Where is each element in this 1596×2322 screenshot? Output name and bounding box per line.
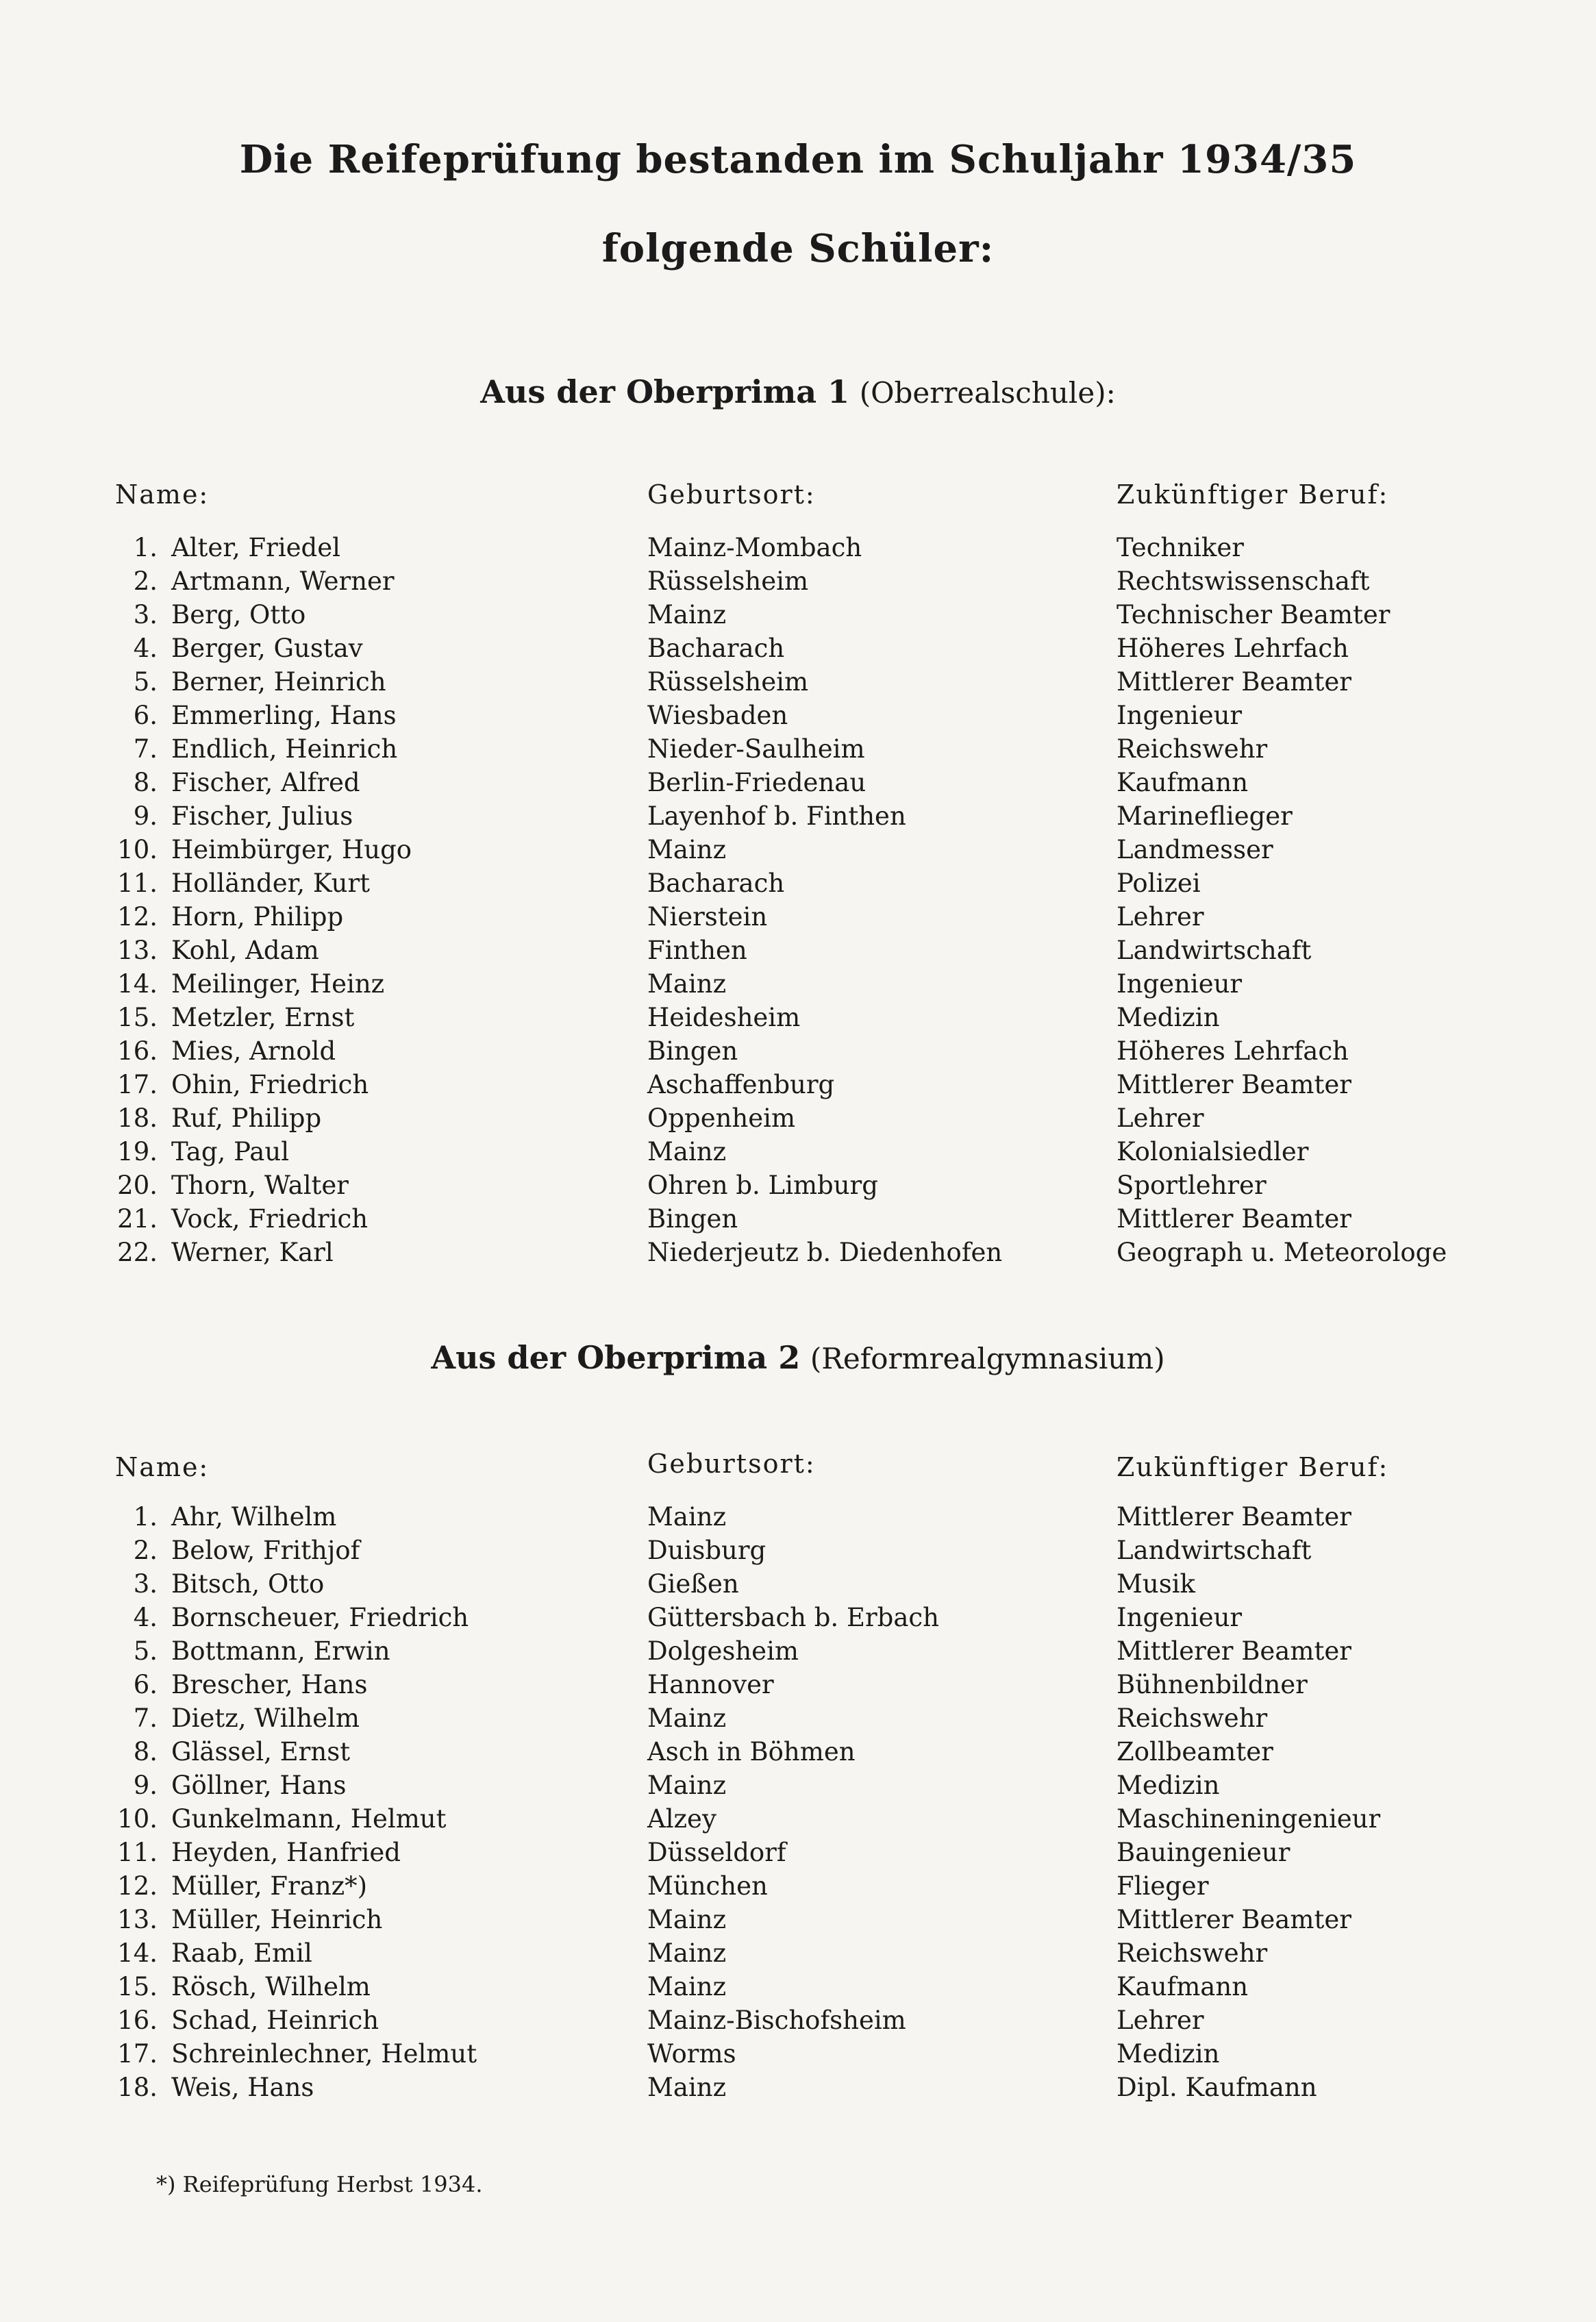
student-name: Werner, Karl (171, 1238, 334, 1267)
table-row (0, 833, 1596, 866)
future-profession: Medizin (1117, 1771, 1220, 1800)
table-row (0, 1001, 1596, 1034)
row-number: 1. (133, 1502, 158, 1532)
student-name: Artmann, Werner (171, 566, 395, 596)
future-profession: Kolonialsiedler (1117, 1137, 1309, 1166)
future-profession: Höheres Lehrfach (1117, 634, 1349, 663)
table-row (0, 1735, 1596, 1769)
row-number: 16. (117, 2006, 158, 2035)
row-number: 3. (133, 1569, 158, 1599)
birthplace: Rüsselsheim (647, 667, 809, 697)
future-profession: Medizin (1117, 2039, 1220, 2069)
future-profession: Landwirtschaft (1117, 936, 1312, 965)
table-row (0, 1567, 1596, 1601)
table-row (0, 531, 1596, 564)
birthplace: Mainz (647, 1771, 727, 1800)
row-number: 1. (133, 533, 158, 562)
row-number: 22. (117, 1238, 158, 1267)
birthplace: Rüsselsheim (647, 566, 809, 596)
future-profession: Bühnenbildner (1117, 1670, 1308, 1699)
birthplace: Bacharach (647, 634, 785, 663)
student-name: Alter, Friedel (171, 533, 340, 562)
birthplace: Nieder-Saulheim (647, 734, 865, 764)
table-row (0, 1101, 1596, 1135)
student-name: Below, Frithjof (171, 1536, 360, 1565)
student-name: Müller, Franz*) (171, 1871, 368, 1901)
birthplace: Oppenheim (647, 1103, 796, 1133)
row-number: 18. (117, 1103, 158, 1133)
row-number: 9. (133, 801, 158, 831)
future-profession: Kaufmann (1117, 768, 1249, 797)
future-profession: Zollbeamter (1117, 1737, 1273, 1767)
future-profession: Lehrer (1117, 1103, 1204, 1133)
table-row (0, 665, 1596, 699)
future-profession: Mittlerer Beamter (1117, 667, 1351, 697)
future-profession: Sportlehrer (1117, 1171, 1267, 1200)
row-number: 2. (133, 566, 158, 596)
section-heading-oberprima-1 (0, 373, 1596, 410)
future-profession: Mittlerer Beamter (1117, 1636, 1351, 1666)
row-number: 7. (133, 734, 158, 764)
student-name: Kohl, Adam (171, 936, 319, 965)
section-heading-note: (Reformrealgymnasium) (810, 1342, 1165, 1375)
row-number: 6. (133, 701, 158, 730)
future-profession: Geograph u. Meteorologe (1117, 1238, 1447, 1267)
student-name: Bottmann, Erwin (171, 1636, 390, 1666)
section-heading-label: Aus der Oberprima 1 (480, 373, 850, 410)
future-profession: Maschineningenieur (1117, 1804, 1381, 1834)
student-name: Rösch, Wilhelm (171, 1972, 371, 2001)
row-number: 15. (117, 1972, 158, 2001)
birthplace: Ohren b. Limburg (647, 1171, 878, 1200)
section-heading-note: (Oberrealschule): (859, 376, 1116, 410)
student-name: Thorn, Walter (171, 1171, 349, 1200)
future-profession: Mittlerer Beamter (1117, 1502, 1351, 1532)
future-profession: Techniker (1117, 533, 1244, 562)
table-row (0, 1034, 1596, 1068)
birthplace: Mainz (647, 1938, 727, 1968)
birthplace: Mainz (647, 835, 727, 864)
column-header-name: Name: (115, 1452, 210, 1482)
row-number: 13. (117, 936, 158, 965)
student-name: Ohin, Friedrich (171, 1070, 369, 1099)
future-profession: Rechtswissenschaft (1117, 566, 1370, 596)
row-number: 16. (117, 1036, 158, 1066)
row-number: 5. (133, 667, 158, 697)
row-number: 5. (133, 1636, 158, 1666)
future-profession: Flieger (1117, 1871, 1209, 1901)
future-profession: Technischer Beamter (1117, 600, 1391, 629)
table-row (0, 1169, 1596, 1202)
future-profession: Polizei (1117, 869, 1201, 898)
future-profession: Lehrer (1117, 902, 1204, 932)
birthplace: München (647, 1871, 768, 1901)
birthplace: Mainz (647, 2073, 727, 2102)
birthplace: Bingen (647, 1204, 738, 1234)
birthplace: Mainz (647, 1905, 727, 1934)
future-profession: Kaufmann (1117, 1972, 1249, 2001)
section-heading-label: Aus der Oberprima 2 (431, 1339, 801, 1376)
future-profession: Ingenieur (1117, 701, 1243, 730)
student-name: Ahr, Wilhelm (171, 1502, 337, 1532)
table-row (0, 1769, 1596, 1802)
student-name: Metzler, Ernst (171, 1003, 355, 1032)
column-header-name: Name: (115, 479, 210, 510)
student-name: Berg, Otto (171, 600, 306, 629)
future-profession: Marineflieger (1117, 801, 1293, 831)
student-name: Brescher, Hans (171, 1670, 368, 1699)
table-row (0, 699, 1596, 732)
row-number: 9. (133, 1771, 158, 1800)
column-header-birthplace: Geburtsort: (647, 1449, 816, 1479)
future-profession: Medizin (1117, 1003, 1220, 1032)
table-row (0, 1936, 1596, 1970)
birthplace: Bingen (647, 1036, 738, 1066)
row-number: 11. (117, 869, 158, 898)
birthplace: Mainz (647, 969, 727, 999)
birthplace: Duisburg (647, 1536, 766, 1565)
table-row (0, 1701, 1596, 1735)
student-name: Mies, Arnold (171, 1036, 336, 1066)
student-name: Holländer, Kurt (171, 869, 371, 898)
student-name: Tag, Paul (171, 1137, 290, 1166)
table-row (0, 1236, 1596, 1269)
section-heading-oberprima-2 (0, 1339, 1596, 1376)
birthplace: Asch in Böhmen (647, 1737, 856, 1767)
student-name: Fischer, Julius (171, 801, 353, 831)
birthplace: Mainz-Bischofsheim (647, 2006, 906, 2035)
row-number: 13. (117, 1905, 158, 1934)
student-name: Meilinger, Heinz (171, 969, 385, 999)
table-row (0, 1903, 1596, 1936)
birthplace: Mainz-Mombach (647, 533, 862, 562)
birthplace: Düsseldorf (647, 1838, 786, 1867)
birthplace: Hannover (647, 1670, 774, 1699)
column-header-profession: Zukünftiger Beruf: (1117, 479, 1389, 510)
student-list-oberprima-1 (0, 531, 1596, 1269)
row-number: 17. (117, 2039, 158, 2069)
student-name: Bitsch, Otto (171, 1569, 325, 1599)
table-row (0, 1500, 1596, 1534)
future-profession: Bauingenieur (1117, 1838, 1290, 1867)
table-row (0, 900, 1596, 934)
student-name: Bornscheuer, Friedrich (171, 1603, 469, 1632)
table-row (0, 1668, 1596, 1701)
birthplace: Berlin-Friedenau (647, 768, 866, 797)
column-header-profession: Zukünftiger Beruf: (1117, 1452, 1389, 1482)
future-profession: Reichswehr (1117, 1938, 1268, 1968)
future-profession: Ingenieur (1117, 1603, 1243, 1632)
birthplace: Mainz (647, 1972, 727, 2001)
student-name: Gunkelmann, Helmut (171, 1804, 447, 1834)
birthplace: Layenhof b. Finthen (647, 801, 906, 831)
student-name: Berner, Heinrich (171, 667, 386, 697)
table-row (0, 1802, 1596, 1836)
table-row (0, 967, 1596, 1001)
student-name: Horn, Philipp (171, 902, 344, 932)
table-row (0, 2003, 1596, 2037)
student-name: Ruf, Philipp (171, 1103, 322, 1133)
student-name: Göllner, Hans (171, 1771, 347, 1800)
table-row (0, 732, 1596, 766)
table-row (0, 1836, 1596, 1869)
table-row (0, 1135, 1596, 1169)
row-number: 4. (133, 634, 158, 663)
row-number: 19. (117, 1137, 158, 1166)
student-name: Weis, Hans (171, 2073, 314, 2102)
table-row (0, 934, 1596, 967)
table-row (0, 1202, 1596, 1236)
footnote: *) Reifeprüfung Herbst 1934. (156, 2171, 483, 2197)
birthplace: Finthen (647, 936, 747, 965)
row-number: 14. (117, 1938, 158, 1968)
table-row (0, 1601, 1596, 1634)
birthplace: Worms (647, 2039, 736, 2069)
student-list-oberprima-2 (0, 1500, 1596, 2104)
row-number: 4. (133, 1603, 158, 1632)
row-number: 10. (117, 835, 158, 864)
row-number: 20. (117, 1171, 158, 1200)
table-row (0, 1634, 1596, 1668)
student-name: Heyden, Hanfried (171, 1838, 401, 1867)
row-number: 12. (117, 1871, 158, 1901)
table-row (0, 766, 1596, 799)
table-row (0, 1970, 1596, 2003)
table-row (0, 866, 1596, 900)
page-title: Die Reifeprüfung bestanden im Schuljahr 1934/35 (239, 137, 1357, 182)
birthplace: Niederjeutz b. Diedenhofen (647, 1238, 1003, 1267)
future-profession: Mittlerer Beamter (1117, 1905, 1351, 1934)
future-profession: Reichswehr (1117, 734, 1268, 764)
future-profession: Mittlerer Beamter (1117, 1204, 1351, 1234)
student-name: Berger, Gustav (171, 634, 363, 663)
table-row (0, 564, 1596, 598)
future-profession: Landmesser (1117, 835, 1273, 864)
birthplace: Dolgesheim (647, 1636, 799, 1666)
birthplace: Mainz (647, 1137, 727, 1166)
page-subtitle: folgende Schüler: (601, 226, 995, 271)
row-number: 15. (117, 1003, 158, 1032)
student-name: Fischer, Alfred (171, 768, 360, 797)
birthplace: Aschaffenburg (647, 1070, 835, 1099)
future-profession: Ingenieur (1117, 969, 1243, 999)
birthplace: Güttersbach b. Erbach (647, 1603, 939, 1632)
row-number: 11. (117, 1838, 158, 1867)
row-number: 8. (133, 768, 158, 797)
student-name: Schreinlechner, Helmut (171, 2039, 477, 2069)
table-row (0, 2071, 1596, 2104)
birthplace: Heidesheim (647, 1003, 801, 1032)
row-number: 10. (117, 1804, 158, 1834)
row-number: 2. (133, 1536, 158, 1565)
student-name: Schad, Heinrich (171, 2006, 379, 2035)
birthplace: Bacharach (647, 869, 785, 898)
row-number: 21. (117, 1204, 158, 1234)
future-profession: Landwirtschaft (1117, 1536, 1312, 1565)
birthplace: Alzey (647, 1804, 716, 1834)
student-name: Emmerling, Hans (171, 701, 397, 730)
table-row (0, 1534, 1596, 1567)
table-row (0, 1068, 1596, 1101)
row-number: 3. (133, 600, 158, 629)
future-profession: Reichswehr (1117, 1703, 1268, 1733)
student-name: Heimbürger, Hugo (171, 835, 412, 864)
student-name: Müller, Heinrich (171, 1905, 383, 1934)
row-number: 14. (117, 969, 158, 999)
student-name: Vock, Friedrich (171, 1204, 369, 1234)
future-profession: Lehrer (1117, 2006, 1204, 2035)
row-number: 6. (133, 1670, 158, 1699)
birthplace: Wiesbaden (647, 701, 788, 730)
birthplace: Nierstein (647, 902, 768, 932)
future-profession: Dipl. Kaufmann (1117, 2073, 1317, 2102)
table-row (0, 1869, 1596, 1903)
student-name: Glässel, Ernst (171, 1737, 351, 1767)
table-row (0, 2037, 1596, 2071)
future-profession: Mittlerer Beamter (1117, 1070, 1351, 1099)
birthplace: Mainz (647, 1502, 727, 1532)
row-number: 8. (133, 1737, 158, 1767)
future-profession: Höheres Lehrfach (1117, 1036, 1349, 1066)
row-number: 12. (117, 902, 158, 932)
birthplace: Mainz (647, 600, 727, 629)
student-name: Raab, Emil (171, 1938, 312, 1968)
student-name: Dietz, Wilhelm (171, 1703, 360, 1733)
table-row (0, 632, 1596, 665)
row-number: 18. (117, 2073, 158, 2102)
table-row (0, 799, 1596, 833)
row-number: 7. (133, 1703, 158, 1733)
future-profession: Musik (1117, 1569, 1195, 1599)
column-header-birthplace: Geburtsort: (647, 479, 816, 510)
birthplace: Mainz (647, 1703, 727, 1733)
birthplace: Gießen (647, 1569, 739, 1599)
table-row (0, 598, 1596, 632)
row-number: 17. (117, 1070, 158, 1099)
student-name: Endlich, Heinrich (171, 734, 398, 764)
